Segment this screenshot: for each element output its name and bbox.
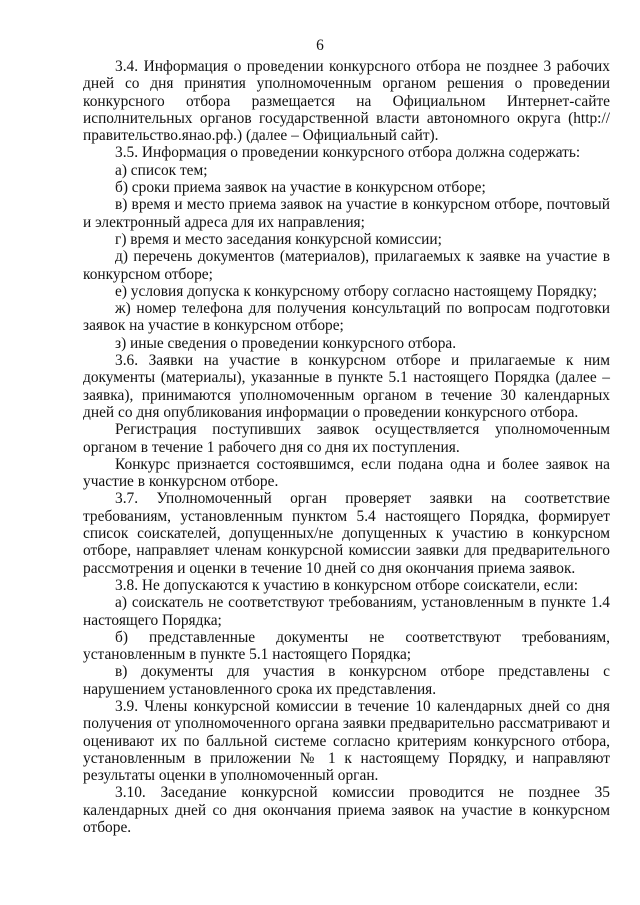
exclusion-item-b: б) представленные документы не соответствуют требованиям, установленным в пункте 5.1 настоящего Порядка;: [83, 628, 610, 664]
list-item-g: г) время и место заседания конкурсной комиссии;: [115, 230, 442, 248]
page-number: 6: [316, 37, 324, 54]
paragraph-3-4: 3.4. Информация о проведении конкурсного отбора не позднее 3 рабочих дней со дня принятия уполномоченным органом решения о проведении конкурсного отбора размещается на Официальном Интернет-сайте исполнительных органов государственной власти автономного округа (http://правительство.янао.рф.) (далее – Официальный сайт).: [83, 58, 610, 145]
list-item-v: в) время и место приема заявок на участие в конкурсном отборе, почтовый и электронный адреса для их направления;: [83, 196, 610, 231]
paragraph-3-5: 3.5. Информация о проведении конкурсного отбора должна содержать:: [115, 144, 581, 162]
paragraph-3-9: 3.9. Члены конкурсной комиссии в течение 10 календарных дней со дня получения от уполномоченного органа заявки предварительно рассматривают и оценивают их по балльной системе согласно критериям конкурсного отбора, установленным в приложении № 1 к настоящему Порядку, и направляют результаты оценки в уполномоченный орган.: [83, 697, 610, 785]
paragraph-3-10: 3.10. Заседание конкурсной комиссии проводится не позднее 35 календарных дней со дня окончания приема заявок на участие в конкурсном отборе.: [83, 784, 610, 837]
list-item-d: д) перечень документов (материалов), прилагаемых к заявке на участие в конкурсном отборе;: [83, 248, 610, 283]
document-body: [83, 58, 610, 836]
list-item-e: е) условия допуска к конкурсному отбору согласно настоящему Порядку;: [115, 282, 597, 300]
exclusion-item-a: а) соискатель не соответствуют требованиям, установленным в пункте 1.4 настоящего Порядка;: [83, 594, 610, 629]
paragraph-contest-valid: Конкурс признается состоявшимся, если подана одна и более заявок на участие в конкурсном отборе.: [83, 455, 610, 491]
list-item-b: б) сроки приема заявок на участие в конкурсном отборе;: [115, 179, 486, 197]
exclusion-item-v: в) документы для участия в конкурсном отборе представлены с нарушением установленного срока их представления.: [83, 663, 610, 698]
list-item-a: а) список тем;: [115, 161, 208, 179]
list-item-zh: ж) номер телефона для получения консультаций по вопросам подготовки заявок на участие в конкурсном отборе;: [83, 300, 610, 335]
paragraph-registration: Регистрация поступивших заявок осуществляется уполномоченным органом в течение 1 рабочего дня со дня их поступления.: [83, 421, 610, 456]
list-item-z: з) иные сведения о проведении конкурсного отбора.: [115, 334, 457, 352]
paragraph-3-6: 3.6. Заявки на участие в конкурсном отборе и прилагаемые к ним документы (материалы), указанные в пункте 5.1 настоящего Порядка (далее – заявка), принимаются уполномоченным органом в течение 30 календарных дней со дня опубликования информации о проведении конкурсного отбора.: [83, 352, 610, 421]
paragraph-3-7: 3.7. Уполномоченный орган проверяет заявки на соответствие требованиям, установленным пунктом 5.4 настоящего Порядка, формирует список соискателей, допущенных/не допущенных к участию в конкурсном отборе, направляет членам конкурсной комиссии заявки для предварительного рассмотрения и оценки в течение 10 дней со дня окончания приема заявок.: [83, 490, 610, 577]
paragraph-3-8: 3.8. Не допускаются к участию в конкурсном отборе соискатели, если:: [115, 576, 579, 594]
